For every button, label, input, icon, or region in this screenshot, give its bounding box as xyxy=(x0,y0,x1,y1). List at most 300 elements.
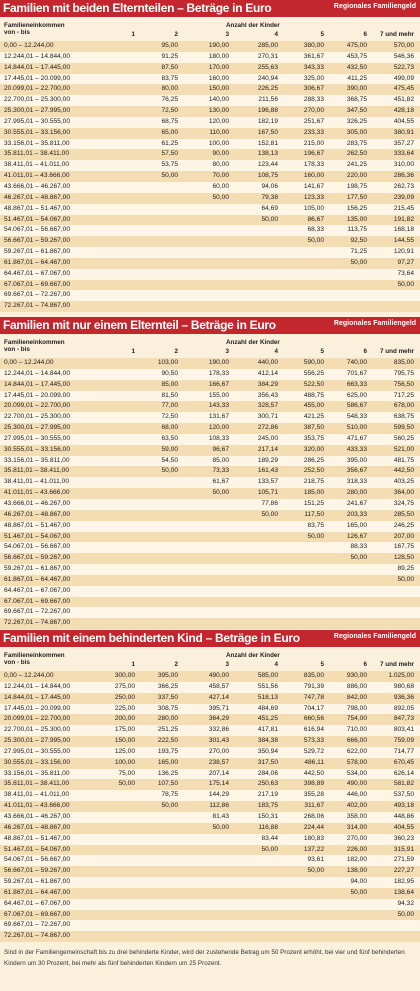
amount-cell: 529,72 xyxy=(303,747,324,755)
amount-cell: 270,00 xyxy=(208,747,229,755)
income-range-cell: 67.067,01 – 69.667,00 xyxy=(4,280,70,288)
amount-cell: 453,75 xyxy=(346,52,367,60)
amount-cell: 233,33 xyxy=(303,128,324,136)
amount-cell: 551,56 xyxy=(257,682,278,690)
amount-cell: 395,71 xyxy=(208,704,229,712)
income-range-cell: 41.011,01 – 43.666,00 xyxy=(4,802,70,810)
income-range-label: von - bis xyxy=(4,659,30,666)
amount-cell: 390,00 xyxy=(346,85,367,93)
amount-cell: 395,00 xyxy=(346,456,367,464)
amount-cell: 110,00 xyxy=(209,128,229,136)
amount-cell: 140,00 xyxy=(208,96,229,104)
amount-cell: 324,75 xyxy=(393,499,414,507)
amount-cell: 488,75 xyxy=(303,391,324,399)
table-row xyxy=(0,931,420,942)
column-header: 2 xyxy=(174,348,178,355)
footnote: Sind in der Familiengemeinschaft bis zu drei behinderte Kinder, wird der zustehende Betrag um 50 Prozent erhöht, bei vier und fünf behinderten Kindern um 30 Prozent, bei mehr als fünf behinderten Kindern um 25 Prozent. xyxy=(4,949,405,967)
amount-cell: 83,75 xyxy=(307,521,324,529)
amount-cell: 446,00 xyxy=(346,791,367,799)
amount-cell: 77,86 xyxy=(261,499,278,507)
amount-cell: 332,86 xyxy=(208,726,229,734)
amount-cell: 288,33 xyxy=(303,96,324,104)
section-title: Familien mit beiden Elternteilen – Beträge in Euro xyxy=(3,1,272,15)
table-row xyxy=(0,704,420,715)
income-range-cell: 0,00 – 12.244,00 xyxy=(4,672,54,679)
amount-cell: 518,13 xyxy=(257,693,278,701)
amount-cell: 130,00 xyxy=(208,107,229,115)
amount-cell: 358,00 xyxy=(346,812,367,820)
amount-cell: 980,68 xyxy=(393,682,414,690)
table-row xyxy=(0,84,420,95)
amount-cell: 50,00 xyxy=(307,237,324,245)
income-label: Familieneinkommen xyxy=(4,652,65,659)
table-row xyxy=(0,423,420,434)
column-header: 6 xyxy=(363,661,367,668)
income-range-cell: 56.667,01 – 59.267,00 xyxy=(4,554,70,562)
amount-cell: 77,00 xyxy=(161,402,178,410)
income-range-cell: 51.467,01 – 54.067,00 xyxy=(4,215,70,223)
amount-cell: 50,00 xyxy=(261,845,278,853)
amount-cell: 88,33 xyxy=(350,543,367,551)
income-range-cell: 38.411,01 – 41.011,00 xyxy=(4,478,70,486)
amount-cell: 64,69 xyxy=(261,204,278,212)
amount-cell: 120,91 xyxy=(393,248,414,256)
amount-cell: 200,00 xyxy=(114,715,135,723)
table-row xyxy=(0,845,420,856)
column-header: 2 xyxy=(174,661,178,668)
amount-cell: 380,00 xyxy=(303,42,324,49)
amount-cell: 475,00 xyxy=(346,42,367,49)
amount-cell: 471,67 xyxy=(346,434,367,442)
income-range-cell: 22.700,01 – 25.300,00 xyxy=(4,726,70,734)
table-row xyxy=(0,128,420,139)
amount-cell: 458,57 xyxy=(208,682,229,690)
amount-cell: 798,00 xyxy=(346,704,367,712)
table-row xyxy=(0,618,420,629)
amount-cell: 100,00 xyxy=(114,758,135,766)
amount-cell: 217,14 xyxy=(257,445,278,453)
amount-cell: 364,00 xyxy=(393,489,414,497)
amount-cell: 50,00 xyxy=(397,910,414,918)
amount-cell: 180,00 xyxy=(208,52,229,60)
amount-cell: 78,75 xyxy=(161,791,178,799)
table-row xyxy=(0,149,420,160)
amount-cell: 60,00 xyxy=(212,182,229,190)
amount-cell: 138,64 xyxy=(393,888,414,896)
income-range-cell: 64.467,01 – 67.067,00 xyxy=(4,899,70,907)
table-row xyxy=(0,160,420,171)
amount-cell: 262,73 xyxy=(393,182,414,190)
amount-cell: 747,78 xyxy=(303,693,324,701)
column-header: 4 xyxy=(274,661,278,668)
income-range-cell: 25.300,01 – 27.995,00 xyxy=(4,424,70,432)
amount-cell: 215,00 xyxy=(303,139,324,147)
amount-cell: 61,25 xyxy=(161,139,178,147)
amount-cell: 556,25 xyxy=(303,369,324,377)
amount-cell: 522,50 xyxy=(303,380,324,388)
amount-cell: 125,00 xyxy=(114,747,135,755)
income-range-cell: 27.995,01 – 30.555,00 xyxy=(4,434,70,442)
table-row xyxy=(0,391,420,402)
amount-cell: 670,45 xyxy=(393,758,414,766)
income-range-cell: 41.011,01 – 43.666,00 xyxy=(4,489,70,497)
amount-cell: 50,00 xyxy=(397,280,414,288)
amount-cell: 270,00 xyxy=(346,834,367,842)
income-range-cell: 56.667,01 – 59.267,00 xyxy=(4,867,70,875)
amount-cell: 275,00 xyxy=(114,682,135,690)
table-row xyxy=(0,301,420,312)
amount-cell: 305,00 xyxy=(346,128,367,136)
income-range-cell: 33.156,01 – 35.811,00 xyxy=(4,456,70,464)
table-row xyxy=(0,456,420,467)
table-row xyxy=(0,182,420,193)
table-row xyxy=(0,888,420,899)
amount-cell: 578,00 xyxy=(346,758,367,766)
table-row xyxy=(0,139,420,150)
amount-cell: 183,75 xyxy=(257,802,278,810)
table-row xyxy=(0,477,420,488)
amount-cell: 75,00 xyxy=(118,769,135,777)
amount-cell: 835,00 xyxy=(393,359,414,366)
amount-cell: 663,33 xyxy=(346,380,367,388)
income-range-cell: 25.300,01 – 27.995,00 xyxy=(4,737,70,745)
table-row xyxy=(0,269,420,280)
income-range-cell: 72.267,01 – 74.867,00 xyxy=(4,932,70,940)
amount-cell: 81,50 xyxy=(161,391,178,399)
amount-cell: 93,61 xyxy=(307,856,324,864)
amount-cell: 182,19 xyxy=(257,117,278,125)
amount-cell: 144,55 xyxy=(393,237,414,245)
amount-cell: 368,75 xyxy=(346,96,367,104)
amount-cell: 286,36 xyxy=(393,172,414,180)
income-range-cell: 61.867,01 – 64.467,00 xyxy=(4,575,70,583)
income-range-cell: 30.555,01 – 33.156,00 xyxy=(4,445,70,453)
amount-cell: 320,00 xyxy=(303,445,324,453)
amount-cell: 80,00 xyxy=(161,85,178,93)
income-range-cell: 51.467,01 – 54.067,00 xyxy=(4,845,70,853)
amount-cell: 638,75 xyxy=(393,413,414,421)
amount-cell: 433,33 xyxy=(346,445,367,453)
amount-cell: 50,00 xyxy=(397,575,414,583)
column-header: 3 xyxy=(225,31,229,38)
amount-cell: 116,88 xyxy=(258,823,278,831)
amount-cell: 599,50 xyxy=(393,424,414,432)
children-count-label: Anzahl der Kinder xyxy=(226,22,280,29)
table-row xyxy=(0,758,420,769)
amount-cell: 50,00 xyxy=(261,510,278,518)
amount-cell: 573,33 xyxy=(303,737,324,745)
amount-cell: 395,00 xyxy=(157,672,178,679)
amount-cell: 81,43 xyxy=(212,812,229,820)
table-row xyxy=(0,95,420,106)
income-range-cell: 38.411,01 – 41.011,00 xyxy=(4,161,70,169)
amount-cell: 343,33 xyxy=(303,63,324,71)
amount-cell: 131,67 xyxy=(208,413,229,421)
amount-cell: 283,75 xyxy=(346,139,367,147)
amount-cell: 196,88 xyxy=(257,107,278,115)
table-row xyxy=(0,358,420,369)
amount-cell: 178,33 xyxy=(208,369,229,377)
amount-cell: 250,00 xyxy=(114,693,135,701)
table-row xyxy=(0,466,420,477)
amount-cell: 175,14 xyxy=(208,780,229,788)
amount-cell: 428,18 xyxy=(393,107,414,115)
amount-cell: 337,50 xyxy=(157,693,178,701)
amount-cell: 76,25 xyxy=(161,96,178,104)
income-range-cell: 14.844,01 – 17.445,00 xyxy=(4,693,70,701)
table-row xyxy=(0,434,420,445)
income-range-cell: 17.445,01 – 20.099,00 xyxy=(4,391,70,399)
income-range-cell: 56.667,01 – 59.267,00 xyxy=(4,237,70,245)
amount-cell: 353,75 xyxy=(303,434,324,442)
amount-cell: 83,75 xyxy=(161,74,178,82)
income-range-cell: 17.445,01 – 20.099,00 xyxy=(4,74,70,82)
amount-cell: 128,50 xyxy=(393,554,414,562)
amount-cell: 117,50 xyxy=(304,510,324,518)
table-row xyxy=(0,769,420,780)
table-row xyxy=(0,747,420,758)
amount-cell: 311,67 xyxy=(304,802,324,810)
table-row xyxy=(0,445,420,456)
table-row xyxy=(0,693,420,704)
amount-cell: 412,14 xyxy=(257,369,278,377)
income-range-cell: 14.844,01 – 17.445,00 xyxy=(4,63,70,71)
amount-cell: 126,67 xyxy=(346,532,367,540)
table-row xyxy=(0,215,420,226)
amount-cell: 847,73 xyxy=(393,715,414,723)
amount-cell: 398,89 xyxy=(303,780,324,788)
amount-cell: 50,00 xyxy=(161,172,178,180)
table-row xyxy=(0,855,420,866)
table-row xyxy=(0,607,420,618)
amount-cell: 427,14 xyxy=(208,693,229,701)
income-range-cell: 0,00 – 12.244,00 xyxy=(4,42,54,49)
amount-cell: 105,00 xyxy=(303,204,324,212)
column-header: 5 xyxy=(320,348,324,355)
amount-cell: 886,00 xyxy=(346,682,367,690)
amount-cell: 182,00 xyxy=(346,856,367,864)
amount-cell: 97,27 xyxy=(397,258,414,266)
income-range-cell: 33.156,01 – 35.811,00 xyxy=(4,139,70,147)
amount-cell: 475,45 xyxy=(393,85,414,93)
amount-cell: 314,00 xyxy=(346,823,367,831)
amount-cell: 100,00 xyxy=(208,139,229,147)
amount-cell: 360,23 xyxy=(393,834,414,842)
amount-cell: 499,09 xyxy=(393,74,414,82)
amount-cell: 65,00 xyxy=(161,128,178,136)
amount-cell: 156,25 xyxy=(346,204,367,212)
amount-cell: 442,50 xyxy=(303,769,324,777)
amount-cell: 207,14 xyxy=(208,769,229,777)
amount-cell: 50,00 xyxy=(161,802,178,810)
column-header: 7 und mehr xyxy=(380,661,414,668)
amount-cell: 150,00 xyxy=(114,737,135,745)
amount-cell: 167,75 xyxy=(393,543,414,551)
amount-cell: 211,56 xyxy=(258,96,278,104)
amount-cell: 241,67 xyxy=(346,499,367,507)
column-header: 5 xyxy=(320,31,324,38)
column-header: 7 und mehr xyxy=(380,31,414,38)
amount-cell: 317,50 xyxy=(257,758,278,766)
table-row xyxy=(0,877,420,888)
amount-cell: 50,00 xyxy=(212,489,229,497)
amount-cell: 135,00 xyxy=(346,215,367,223)
income-range-cell: 20.099,01 – 22.700,00 xyxy=(4,85,70,93)
amount-cell: 280,00 xyxy=(346,489,367,497)
amount-cell: 251,67 xyxy=(303,117,324,125)
income-range-cell: 43.666,01 – 46.267,00 xyxy=(4,499,70,507)
children-count-label: Anzahl der Kinder xyxy=(226,339,280,346)
income-range-cell: 22.700,01 – 25.300,00 xyxy=(4,96,70,104)
income-range-cell: 48.867,01 – 51.467,00 xyxy=(4,834,70,842)
amount-cell: 191,82 xyxy=(393,215,414,223)
income-range-label: von - bis xyxy=(4,346,30,353)
amount-cell: 402,00 xyxy=(346,802,367,810)
amount-cell: 270,31 xyxy=(257,52,278,60)
amount-cell: 50,00 xyxy=(350,888,367,896)
amount-cell: 326,25 xyxy=(346,117,367,125)
amount-cell: 165,00 xyxy=(157,758,178,766)
amount-cell: 246,25 xyxy=(393,521,414,529)
section-title: Familien mit einem behinderten Kind – Beträge in Euro xyxy=(3,631,300,645)
amount-cell: 207,00 xyxy=(393,532,414,540)
income-range-cell: 12.244,01 – 14.844,00 xyxy=(4,682,70,690)
amount-cell: 660,56 xyxy=(303,715,324,723)
amount-cell: 120,00 xyxy=(208,424,229,432)
amount-cell: 333,64 xyxy=(393,150,414,158)
amount-cell: 224,44 xyxy=(303,823,324,831)
amount-cell: 448,86 xyxy=(393,812,414,820)
amount-cell: 537,50 xyxy=(393,791,414,799)
amount-cell: 238,57 xyxy=(208,758,229,766)
amount-cell: 144,29 xyxy=(208,791,229,799)
amount-cell: 357,27 xyxy=(393,139,414,147)
table-row xyxy=(0,586,420,597)
income-range-cell: 48.867,01 – 51.467,00 xyxy=(4,521,70,529)
amount-cell: 50,00 xyxy=(161,467,178,475)
amount-cell: 250,63 xyxy=(257,780,278,788)
amount-cell: 355,28 xyxy=(303,791,324,799)
income-range-cell: 14.844,01 – 17.445,00 xyxy=(4,380,70,388)
amount-cell: 300,71 xyxy=(257,413,278,421)
amount-cell: 152,81 xyxy=(257,139,278,147)
table-row xyxy=(0,790,420,801)
amount-cell: 143,33 xyxy=(208,402,229,410)
amount-cell: 73,33 xyxy=(212,467,229,475)
income-range-cell: 72.267,01 – 74.867,00 xyxy=(4,619,70,627)
amount-cell: 68,33 xyxy=(307,226,324,234)
amount-cell: 70,00 xyxy=(212,172,229,180)
amount-cell: 421,25 xyxy=(303,413,324,421)
income-range-cell: 59.267,01 – 61.867,00 xyxy=(4,565,70,573)
income-range-cell: 64.467,01 – 67.067,00 xyxy=(4,269,70,277)
income-range-cell: 61.867,01 – 64.467,00 xyxy=(4,258,70,266)
amount-cell: 754,00 xyxy=(346,715,367,723)
amount-cell: 160,00 xyxy=(208,74,229,82)
income-range-cell: 22.700,01 – 25.300,00 xyxy=(4,413,70,421)
amount-cell: 226,25 xyxy=(257,85,278,93)
amount-cell: 50,00 xyxy=(350,554,367,562)
amount-cell: 178,33 xyxy=(303,161,324,169)
amount-cell: 90,50 xyxy=(161,369,178,377)
amount-cell: 795,75 xyxy=(393,369,414,377)
income-range-cell: 35.811,01 – 38.411,00 xyxy=(4,467,70,475)
amount-cell: 72,50 xyxy=(161,107,178,115)
amount-cell: 198,75 xyxy=(346,182,367,190)
amount-cell: 203,33 xyxy=(346,510,367,518)
amount-cell: 167,50 xyxy=(257,128,278,136)
amount-cell: 227,27 xyxy=(393,867,414,875)
table-row xyxy=(0,597,420,608)
amount-cell: 347,50 xyxy=(346,107,367,115)
income-range-cell: 0,00 – 12.244,00 xyxy=(4,359,54,366)
income-range-label: von - bis xyxy=(4,29,30,36)
section-single-parent xyxy=(0,317,420,629)
amount-cell: 105,71 xyxy=(257,489,278,497)
amount-cell: 626,14 xyxy=(393,769,414,777)
amount-cell: 284,06 xyxy=(257,769,278,777)
income-range-cell: 48.867,01 – 51.467,00 xyxy=(4,204,70,212)
section-tag: Regionales Familiengeld xyxy=(333,633,416,640)
table-header xyxy=(0,647,420,671)
amount-cell: 546,36 xyxy=(393,52,414,60)
section-tag: Regionales Familiengeld xyxy=(333,320,416,327)
amount-cell: 189,29 xyxy=(257,456,278,464)
amount-cell: 107,50 xyxy=(157,780,178,788)
amount-cell: 451,82 xyxy=(393,96,414,104)
amount-cell: 701,67 xyxy=(346,369,367,377)
table-row xyxy=(0,801,420,812)
amount-cell: 404,55 xyxy=(393,823,414,831)
amount-cell: 112,86 xyxy=(209,802,229,810)
amount-cell: 218,75 xyxy=(303,478,324,486)
column-header: 4 xyxy=(274,348,278,355)
amount-cell: 510,00 xyxy=(346,424,367,432)
amount-cell: 270,00 xyxy=(303,107,324,115)
amount-cell: 83,44 xyxy=(261,834,278,842)
amount-cell: 123,33 xyxy=(303,193,324,201)
column-header: 6 xyxy=(363,31,367,38)
amount-cell: 666,00 xyxy=(346,737,367,745)
amount-cell: 791,39 xyxy=(303,682,324,690)
amount-cell: 286,25 xyxy=(303,456,324,464)
income-range-cell: 64.467,01 – 67.067,00 xyxy=(4,586,70,594)
amount-cell: 803,41 xyxy=(393,726,414,734)
amount-cell: 108,75 xyxy=(257,172,278,180)
amount-cell: 936,36 xyxy=(393,693,414,701)
amount-cell: 138,13 xyxy=(257,150,278,158)
table-row xyxy=(0,290,420,301)
amount-cell: 493,18 xyxy=(393,802,414,810)
amount-cell: 92,50 xyxy=(350,237,367,245)
amount-cell: 455,00 xyxy=(303,402,324,410)
amount-cell: 136,25 xyxy=(157,769,178,777)
table-row xyxy=(0,812,420,823)
income-range-cell: 35.811,01 – 38.411,00 xyxy=(4,780,70,788)
table-row xyxy=(0,899,420,910)
amount-cell: 94,32 xyxy=(397,899,414,907)
amount-cell: 79,38 xyxy=(261,193,278,201)
amount-cell: 310,00 xyxy=(393,161,414,169)
amount-cell: 245,00 xyxy=(257,434,278,442)
amount-cell: 356,67 xyxy=(346,467,367,475)
table-row xyxy=(0,671,420,682)
income-range-cell: 27.995,01 – 30.555,00 xyxy=(4,747,70,755)
section-title: Familien mit nur einem Elternteil – Beträge in Euro xyxy=(3,318,276,332)
amount-cell: 835,00 xyxy=(303,672,324,679)
amount-cell: 160,00 xyxy=(303,172,324,180)
table-row xyxy=(0,553,420,564)
